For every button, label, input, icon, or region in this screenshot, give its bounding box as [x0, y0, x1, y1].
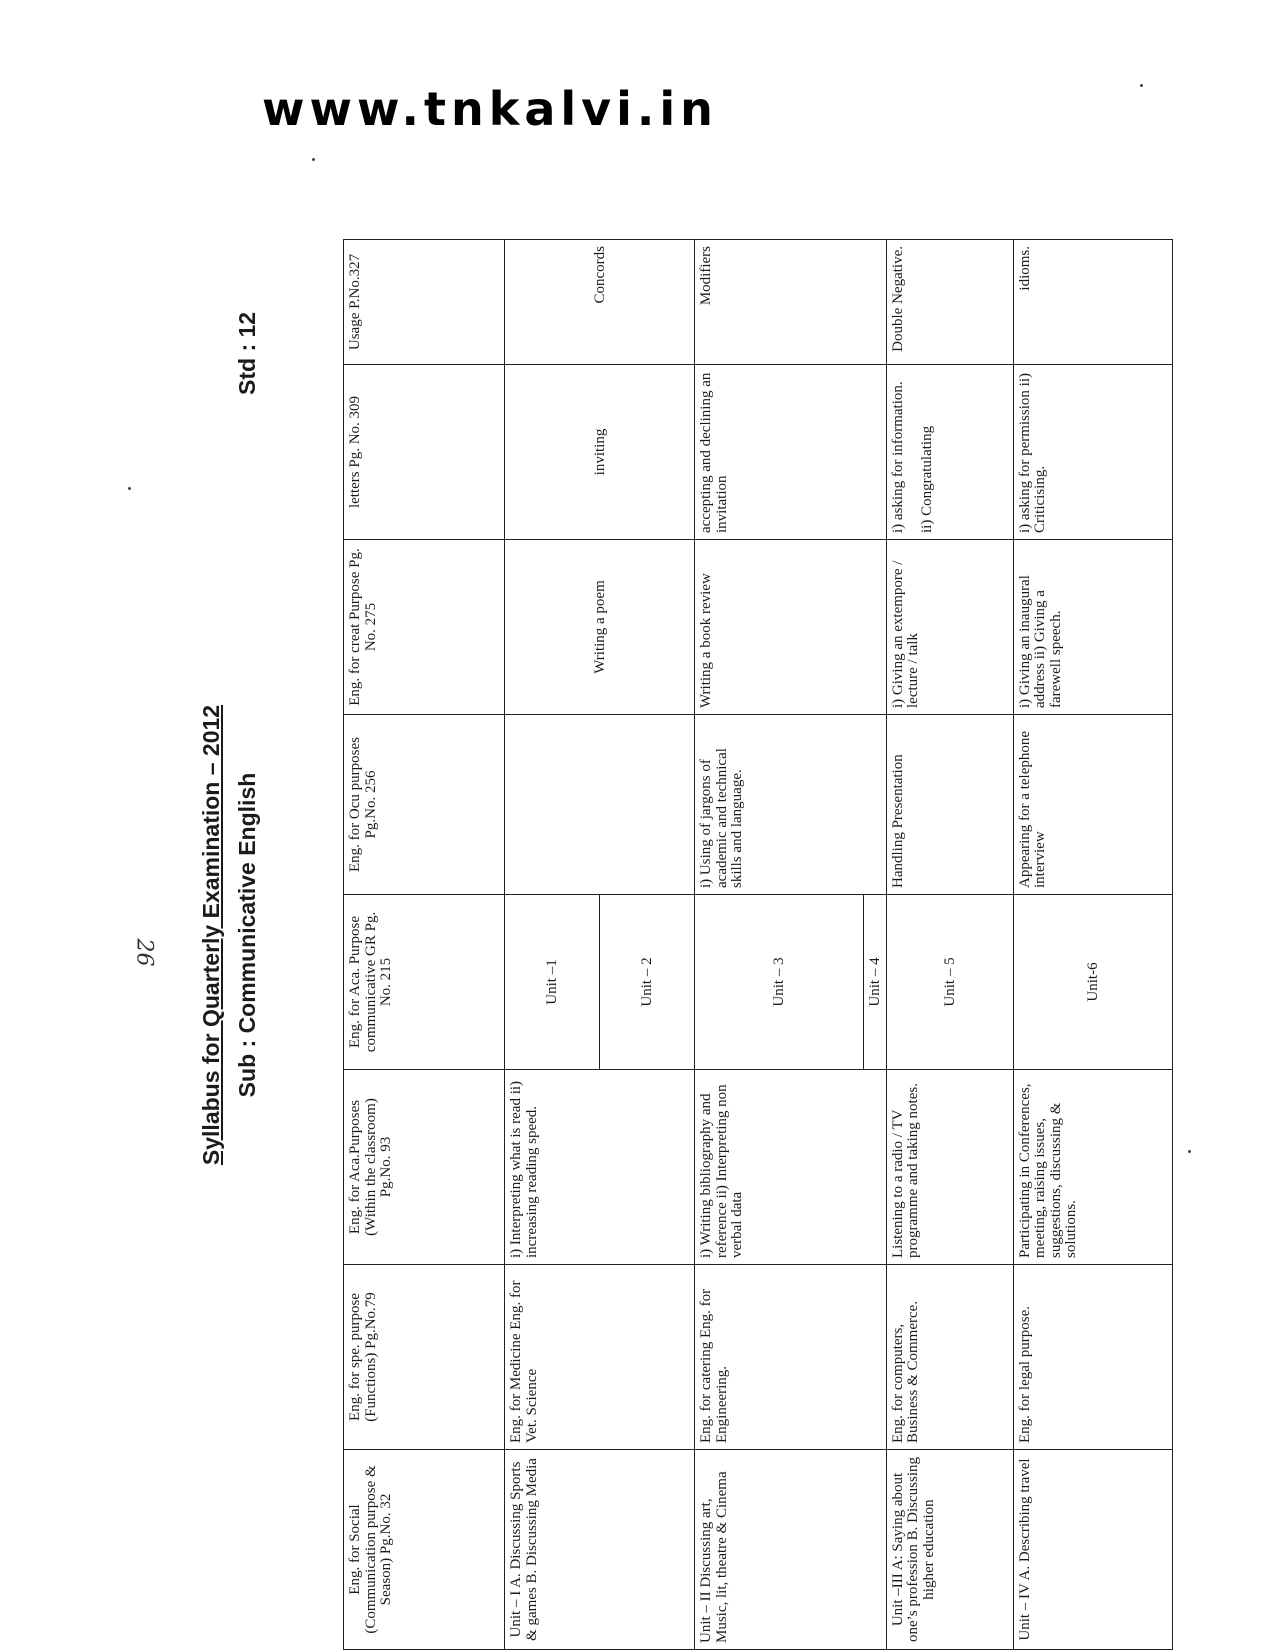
table-row	[1013, 240, 1172, 1650]
table-cell: i) Giving an inaugural address ii) Giving a farewell speech.	[1013, 540, 1172, 715]
document-title: Syllabus for Quarterly Examination – 2012	[198, 704, 224, 1166]
table-cell: Unit – 4	[864, 895, 887, 1070]
table-row	[886, 240, 1013, 1650]
header-cell: Eng. for Social (Communication purpose & Season) Pg.No. 32	[344, 1450, 505, 1650]
header-cell: letters Pg. No. 309	[344, 365, 505, 540]
table-cell: Eng. for Medicine Eng. for Vet. Science	[505, 1265, 695, 1450]
table-cell: i) asking for permission ii) Criticising.	[1013, 365, 1172, 540]
table-cell: Listening to a radio / TV programme and taking notes.	[886, 1070, 1013, 1265]
standard-label: Std : 12	[234, 311, 260, 395]
speck	[128, 487, 131, 490]
syllabus-table	[343, 239, 1173, 1650]
table-header-row	[344, 240, 505, 1650]
cell-line: ii) Congratulating	[919, 425, 935, 533]
table-cell: i) Writing bibliography and reference ii) Interpreting non verbal data	[695, 1070, 887, 1265]
speck	[312, 158, 315, 161]
speck	[1140, 84, 1143, 87]
header-cell: Eng. for creat Purpose Pg. No. 275	[344, 540, 505, 715]
table-cell: Eng. for catering Eng. for Engineering.	[695, 1265, 887, 1450]
table-cell: Unit – 2	[600, 895, 695, 1070]
table-cell: Double Negative.	[886, 240, 1013, 365]
table-cell: Modifiers	[695, 240, 887, 365]
table-cell: i) Interpreting what is read ii) increasing reading speed.	[505, 1070, 695, 1265]
table-cell: Handling Presentation	[886, 715, 1013, 895]
table-cell: Writing a book review	[695, 540, 887, 715]
subject-label: Sub : Communicative English	[234, 772, 260, 1098]
header-cell: Eng. for Aca.Purposes (Within the classroom) Pg.No. 93	[344, 1070, 505, 1265]
table-cell: Concords	[505, 240, 695, 365]
table-cell: inviting	[505, 365, 695, 540]
watermark-url: www.tnkalvi.in	[262, 82, 718, 136]
table-cell: accepting and declining an invitation	[695, 365, 887, 540]
table-row	[505, 240, 600, 1650]
table-cell: Unit – 5	[886, 895, 1013, 1070]
table-cell: Eng. for computers, Business & Commerce.	[886, 1265, 1013, 1450]
table-cell: Unit – I A. Discussing Sports & games B. Discussing Media	[505, 1450, 695, 1650]
header-cell: Eng. for Ocu purposes Pg.No. 256	[344, 715, 505, 895]
table-cell: Appearing for a telephone interview	[1013, 715, 1172, 895]
table-cell: i) Giving an extempore / lecture / talk	[886, 540, 1013, 715]
page-number: 26	[131, 938, 157, 967]
header-cell: Usage P.No.327	[344, 240, 505, 365]
speck	[1188, 1150, 1191, 1153]
table-cell: idioms.	[1013, 240, 1172, 365]
table-cell: Unit-6	[1013, 895, 1172, 1070]
table-cell: Eng. for legal purpose.	[1013, 1265, 1172, 1450]
header-cell: Eng. for Aca. Purpose communicative GR Pg. No. 215	[344, 895, 505, 1070]
table-cell: Unit – IV A. Describing travel	[1013, 1450, 1172, 1650]
table-cell	[505, 715, 695, 895]
table-cell: Writing a poem	[505, 540, 695, 715]
cell-line: i) asking for information.	[889, 381, 906, 533]
header-cell: Eng. for spe. purpose (Functions) Pg.No.79	[344, 1265, 505, 1450]
table-row	[695, 240, 864, 1650]
table-cell: i) Using of jargons of academic and technical skills and language.	[695, 715, 887, 895]
table-cell: Participating in Conferences, meeting, raising issues, suggestions, discussing & solutions.	[1013, 1070, 1172, 1265]
table-cell: Unit –III A: Saying about one’s profession B. Discussing higher education	[886, 1450, 1013, 1650]
table-cell: Unit – 3	[695, 895, 864, 1070]
table-cell: Unit –1	[505, 895, 600, 1070]
header-block	[198, 220, 293, 1650]
table-cell: Unit – II Discussing art, Music, lit, theatre & Cinema	[695, 1450, 887, 1650]
rotated-page	[198, 220, 1101, 1650]
table-cell	[886, 365, 1013, 540]
